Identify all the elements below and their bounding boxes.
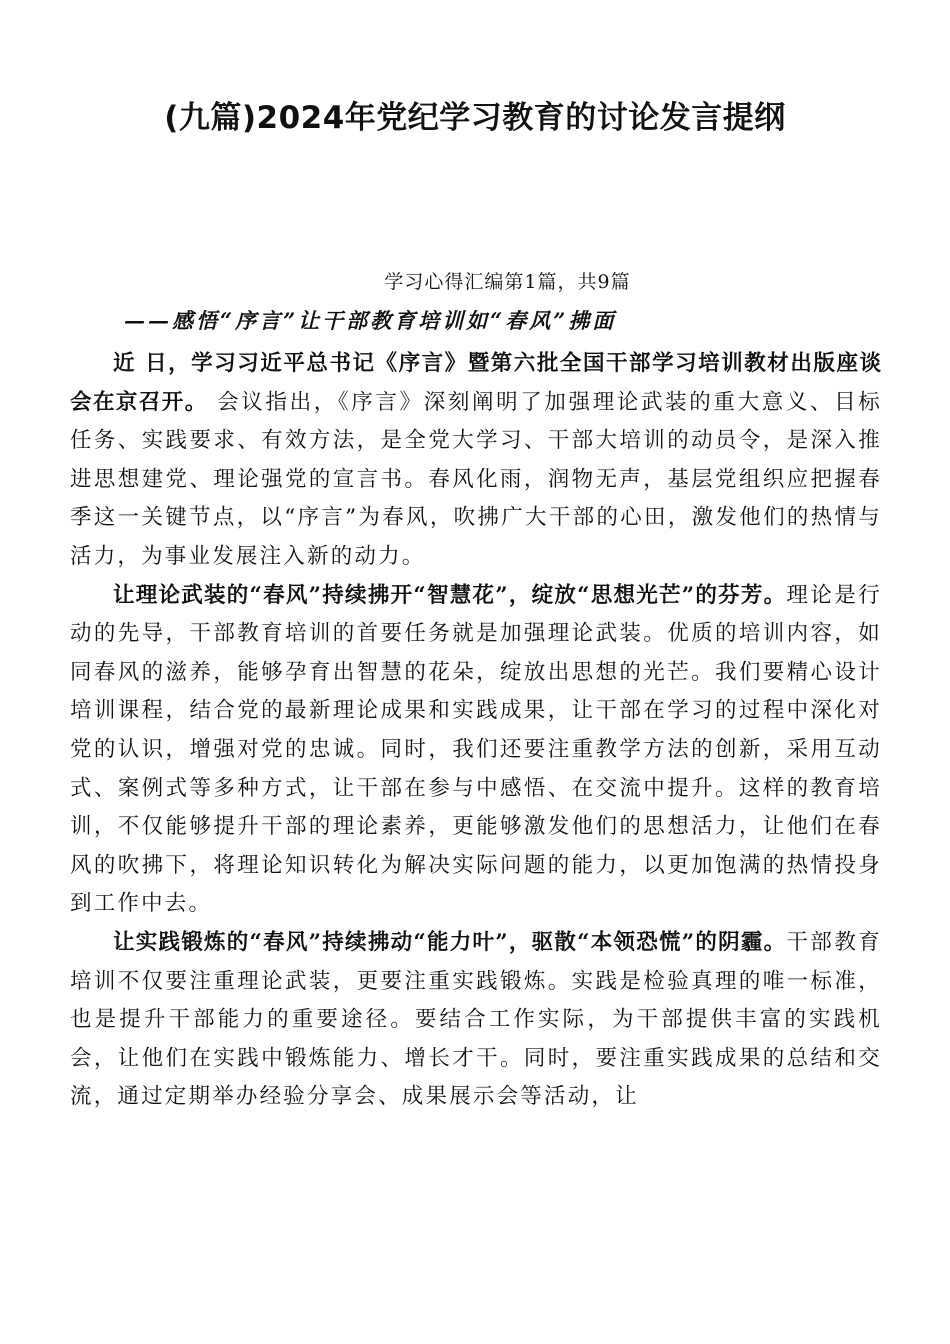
paragraph-3 — [70, 924, 882, 1117]
paragraph-2-text: 理论是行动的先导，干部教育培训的首要任务就是加强理论武装。优质的培训内容，如同春风的滋养，能够孕育出智慧的花朵，绽放出思想的光芒。我们要精心设计培训课程，结合党的最新理论成果和实践成果，让干部在学习的过程中深化对党的认识，增强对党的忠诚。同时，我们还要注重教学方法的创新，采用互动式、案例式等多种方式，让干部在参与中感悟、在交流中提升。这样的教育培训，不仅能够提升干部的理论素养，更能够激发他们的思想活力，让他们在春风的吹拂下，将理论知识转化为解决实际问题的能力，以更加饱满的热情投身到工作中去。 — [70, 582, 882, 917]
document-title: (九篇)2024年党纪学习教育的讨论发言提纲 — [164, 100, 786, 136]
paragraph-3-lead: 让实践锻炼的“春风”持续拂动“能力叶”，驱散“本领恐慌”的阴霾。 — [113, 929, 787, 955]
paragraph-3-text: 干部教育培训不仅要注重理论武装，更要注重实践锻炼。实践是检验真理的唯一标准，也是提升干部能力的重要途径。要结合工作实际，为干部提供丰富的实践机会，让他们在实践中锻炼能力、增长才干。同时，要注重实践成果的总结和交流，通过定期举办经验分享会、成果展示会等活动，让 — [70, 929, 882, 1110]
paragraph-1-lead: 近 日，学习习近平总书记《序言》暨第六批全国干部学习培训教材出版座谈会在京召开。 — [70, 351, 882, 415]
paragraph-1 — [70, 345, 882, 577]
document-tagline: ——感悟“序言”让干部教育培训如“春风”拂面 — [124, 308, 617, 333]
paragraph-1-text: 会议指出，《序言》深刻阐明了加强理论武装的重大意义、目标任务、实践要求、有效方法，是全党大学习、干部大培训的动员令，是深入推进思想建党、理论强党的宣言书。春风化雨，润物无声，基层党组织应把握春季这一关键节点，以“序言”为春风，吹拂广大干部的心田，激发他们的热情与活力，为事业发展注入新的动力。 — [70, 389, 882, 569]
document-body — [70, 345, 882, 1117]
paragraph-2-lead: 让理论武装的“春风”持续拂开“智慧花”，绽放“思想光芒”的芬芳。 — [113, 582, 787, 608]
document-subtitle: 学习心得汇编第1篇，共9篇 — [384, 271, 631, 293]
paragraph-2 — [70, 577, 882, 924]
